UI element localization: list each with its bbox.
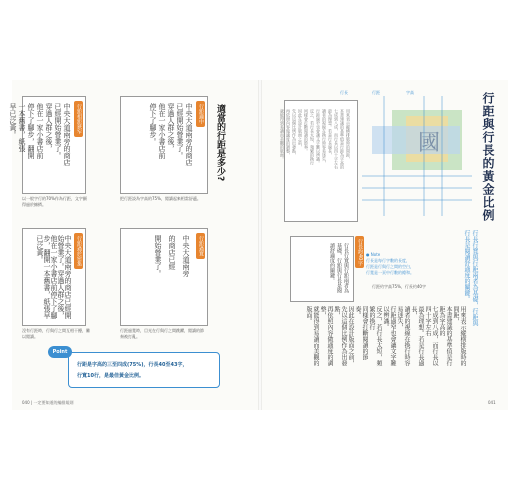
sample-text: 中央大道兩旁的商店 已經開始營業了。 穿過人群之後， 他在一家小書店前 停下了腳步，翻開 一本舊書，紙張 早已泛黃。 [9, 103, 71, 166]
grid-diagram [362, 96, 474, 218]
point-line-1: 行距是字高的三至四成(75%)，行長40至43字， [77, 362, 188, 368]
point-line-2: 行寬10行，是最佳黃金比例。 [77, 373, 144, 379]
left-footer: 040 | 一定要知道的編排規則 [22, 400, 74, 405]
diagram-text: 用來表示縱横排版時的間距， 本書建議的基準值是行距為字高的 七成到八成，而行長以四十字左右 最為理想。若是行長過長， 讀者的視線在換行時容易迷失， 行距過窄也會讓文字難以辨識。 反之，若行長太短，頻繁的換行 同樣會打斷閱讀的節奏。 因此在設計版面之前， 先以這個比例作為出發點， 再依照內容做適度的調整， 就能得到易讀而美觀的版面。 [280, 109, 351, 169]
sample-caption: 把行距設為字高的75%，閱讀起來相當舒適。 [120, 196, 201, 201]
point-box [68, 352, 220, 388]
sample-caption: 沒有行距時，行與行之間互相干擾，難以閱讀。 [22, 328, 90, 339]
sample-top-right [120, 96, 208, 194]
sample-tag: 行距適中 [196, 101, 205, 127]
right-footer: 041 [488, 400, 496, 405]
sample-tag: 行距過寬 [196, 233, 205, 259]
diagram-text-2: 行長行寬與行距兩者為基礎，行距與行長是閱讀舒適度的關鍵。 [329, 243, 349, 293]
diagram-gap-label: 行距 [372, 90, 380, 95]
body-text: 用來表示縱横排版時的間距， 本書建議的基準值是行距為字高的 七成到八成，而行長以四十字左右 最為理想。若是行長過長， 讀者的視線在換行時容易迷失， 行距過窄也會讓文字難以辨識。 反之，若行長太短，頻繁的換行 同樣會打斷閱讀的節奏。 因此在設計版面之前， 先以這個比例作為出發點， 再依照內容做適度的調整， 就能得到易讀而美觀的版面。 [305, 306, 466, 366]
diagram-legend: ● Note 行長是每行字數的長度， 行距是行與行之間的空白， 行寬是一頁中行數的總和。 [366, 252, 414, 275]
diagram-page-bottom [290, 236, 354, 302]
main-title: 行距與行長的黃金比例 [481, 92, 495, 222]
sample-tag: 行距過於密集 [74, 233, 83, 269]
sample-top-left [9, 96, 86, 194]
sample-text: 中央大道兩旁的商店已經開始營業了。穿過人群之後，他在一家小書店前停下了腳步，翻開一本舊書，紙張早已泛黃。 [36, 235, 72, 319]
diagram-sub-caption: 行距約字高75%，行長約40字 [372, 284, 426, 289]
diagram-note-tag: 行長約40字 [355, 236, 364, 268]
diagram-top-label: 行長 [340, 90, 348, 95]
sample-text: 中央大道兩旁的商店 已經開始營業了。 穿過人群之後， 他在一家小書店前 停下了腳步。 [149, 103, 193, 166]
question-title: 適當的行距是多少? [215, 104, 225, 182]
diagram-page-top [280, 100, 358, 222]
sample-text: 中央大道兩旁 的商店已經 開始營業了。 [154, 235, 190, 277]
diagram-char-label: 字高 [406, 90, 414, 95]
sample-tag: 行距相距狹窄 [74, 101, 83, 137]
sample-caption: 行距過寬時，目光在行與行之間跳躍，閱讀的節奏被打亂。 [120, 328, 204, 339]
svg-text:國: 國 [418, 131, 441, 156]
point-badge: Point [48, 346, 72, 358]
sample-caption: 以一般字行的70%作為行距，文字顯得過於擁擠。 [22, 196, 87, 207]
lead-text: 行長行寬與行距兩者為基礎，行距與行長是閱讀舒適度的關鍵。 [463, 230, 478, 326]
sample-bottom-left [22, 228, 86, 326]
sample-bottom-right [120, 228, 208, 326]
